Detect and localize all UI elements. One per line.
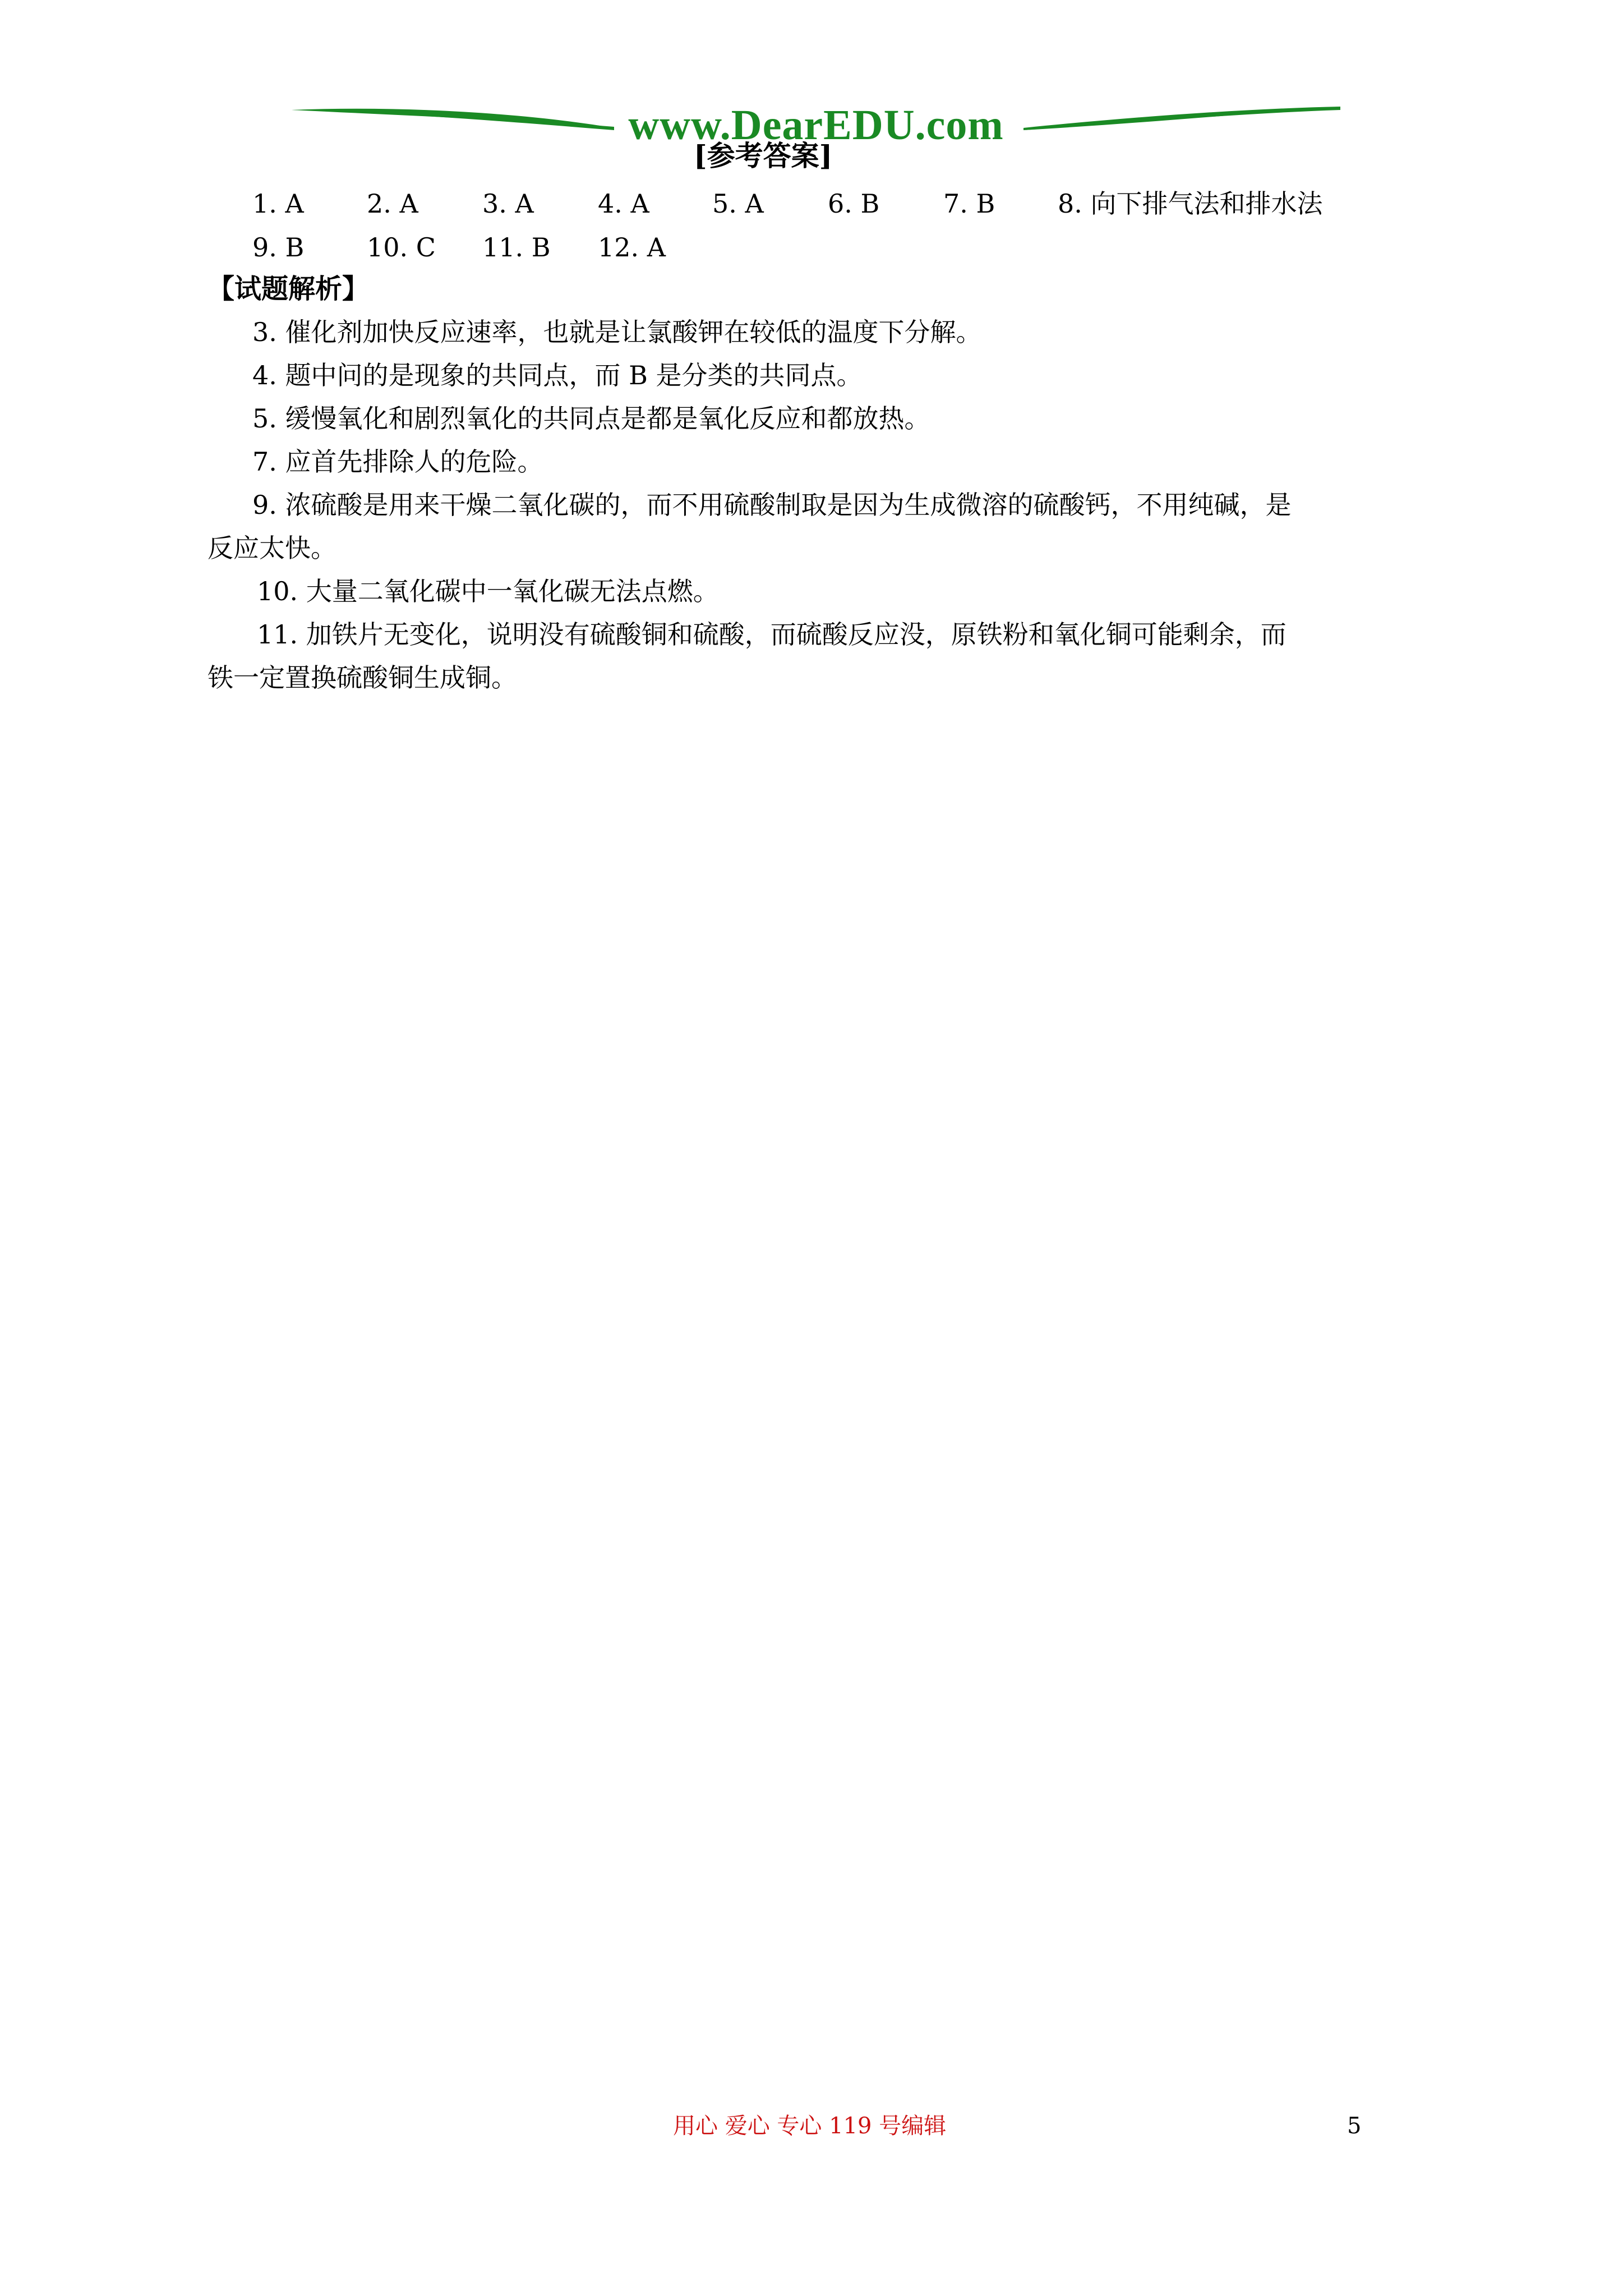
answer-item: 8. 向下排气法和排水法	[1058, 188, 1323, 219]
analysis-line: 9. 浓硫酸是用来干燥二氧化碳的，而不用硫酸制取是因为生成微溶的硫酸钙，不用纯碱，是	[252, 490, 1292, 520]
analysis-line: 5. 缓慢氧化和剧烈氧化的共同点是都是氧化反应和都放热。	[252, 403, 930, 434]
answer-item: 9. B	[252, 232, 305, 263]
answer-item: 3. A	[482, 188, 534, 219]
analysis-section-title: 【试题解析】	[208, 273, 370, 305]
answer-item: 7. B	[943, 188, 995, 219]
answers-row-1	[0, 185, 1623, 222]
answer-section-title: [参考答案]	[694, 139, 833, 172]
answer-item: 1. A	[252, 188, 304, 219]
analysis-line: 10. 大量二氧化碳中一氧化碳无法点燃。	[257, 576, 719, 606]
site-logo-text: www.DearEDU.com	[628, 102, 1004, 149]
analysis-line: 4. 题中问的是现象的共同点，而 B 是分类的共同点。	[252, 360, 863, 390]
page-number: 5	[1347, 2113, 1362, 2139]
analysis-line: 反应太快。	[208, 533, 336, 563]
answer-item: 5. A	[712, 188, 764, 219]
answer-item: 10. C	[367, 232, 436, 263]
footer-editor-note: 用心 爱心 专心 119 号编辑	[673, 2113, 947, 2139]
analysis-line: 3. 催化剂加快反应速率，也就是让氯酸钾在较低的温度下分解。	[252, 317, 982, 347]
analysis-line: 铁一定置换硫酸铜生成铜。	[208, 662, 517, 693]
answers-row-2	[0, 229, 1623, 266]
answer-item: 4. A	[598, 188, 649, 219]
answer-item: 11. B	[482, 232, 551, 263]
answer-item: 6. B	[828, 188, 880, 219]
analysis-line: 11. 加铁片无变化，说明没有硫酸铜和硫酸，而硫酸反应没，原铁粉和氧化铜可能剩余，而	[257, 619, 1287, 650]
answer-item: 2. A	[367, 188, 418, 219]
answer-item: 12. A	[598, 232, 666, 263]
analysis-line: 7. 应首先排除人的危险。	[252, 447, 543, 477]
